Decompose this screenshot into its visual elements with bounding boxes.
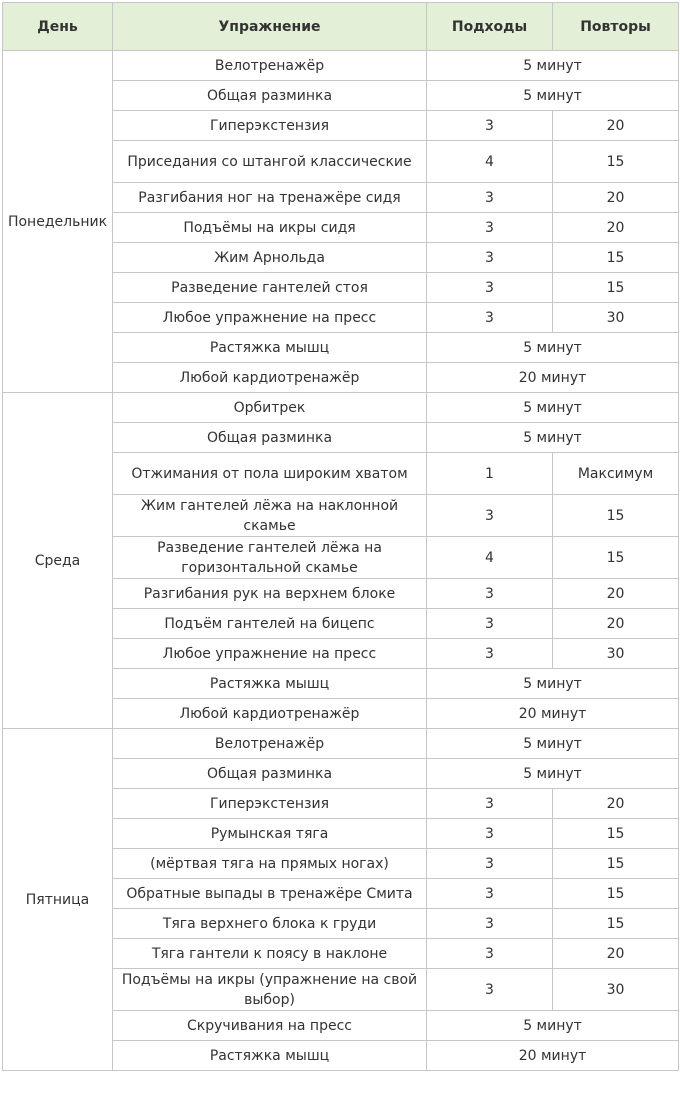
- exercise-cell: Жим гантелей лёжа на наклонной скамье: [113, 495, 427, 537]
- workout-table: [2, 2, 679, 1071]
- sets-cell: 3: [427, 819, 553, 849]
- exercise-cell: Скручивания на пресс: [113, 1011, 427, 1041]
- exercise-cell: Разгибания ног на тренажёре сидя: [113, 183, 427, 213]
- duration-cell: 20 минут: [427, 363, 679, 393]
- duration-cell: 5 минут: [427, 729, 679, 759]
- exercise-cell: Разведение гантелей стоя: [113, 273, 427, 303]
- sets-cell: 3: [427, 969, 553, 1011]
- sets-cell: 3: [427, 849, 553, 879]
- exercise-cell: Растяжка мышц: [113, 333, 427, 363]
- exercise-cell: Любой кардиотренажёр: [113, 699, 427, 729]
- duration-cell: 20 минут: [427, 699, 679, 729]
- reps-cell: 30: [553, 969, 679, 1011]
- table-body: [3, 51, 679, 1071]
- sets-cell: 3: [427, 303, 553, 333]
- sets-cell: 3: [427, 939, 553, 969]
- exercise-cell: (мёртвая тяга на прямых ногах): [113, 849, 427, 879]
- reps-cell: 15: [553, 495, 679, 537]
- exercise-cell: Отжимания от пола широким хватом: [113, 453, 427, 495]
- duration-cell: 5 минут: [427, 1011, 679, 1041]
- header-sets: Подходы: [427, 3, 553, 51]
- exercise-cell: Подъёмы на икры (упражнение на свой выбор): [113, 969, 427, 1011]
- exercise-cell: Любое упражнение на пресс: [113, 639, 427, 669]
- reps-cell: 15: [553, 819, 679, 849]
- header-row: [3, 3, 679, 51]
- exercise-cell: Тяга гантели к поясу в наклоне: [113, 939, 427, 969]
- day-cell: Пятница: [3, 729, 113, 1071]
- day-cell: Среда: [3, 393, 113, 729]
- reps-cell: 20: [553, 939, 679, 969]
- exercise-cell: Приседания со штангой классические: [113, 141, 427, 183]
- sets-cell: 3: [427, 111, 553, 141]
- reps-cell: 20: [553, 579, 679, 609]
- duration-cell: 5 минут: [427, 51, 679, 81]
- sets-cell: 3: [427, 243, 553, 273]
- duration-cell: 5 минут: [427, 393, 679, 423]
- sets-cell: 3: [427, 273, 553, 303]
- exercise-cell: Гиперэкстензия: [113, 789, 427, 819]
- sets-cell: 3: [427, 579, 553, 609]
- exercise-cell: Обратные выпады в тренажёре Смита: [113, 879, 427, 909]
- sets-cell: 1: [427, 453, 553, 495]
- duration-cell: 20 минут: [427, 1041, 679, 1071]
- table-row: [3, 51, 679, 81]
- sets-cell: 3: [427, 495, 553, 537]
- sets-cell: 3: [427, 183, 553, 213]
- exercise-cell: Велотренажёр: [113, 51, 427, 81]
- reps-cell: 20: [553, 213, 679, 243]
- exercise-cell: Орбитрек: [113, 393, 427, 423]
- reps-cell: 15: [553, 849, 679, 879]
- day-cell: Понедельник: [3, 51, 113, 393]
- header-reps: Повторы: [553, 3, 679, 51]
- header-day: День: [3, 3, 113, 51]
- exercise-cell: Разведение гантелей лёжа на горизонтальной скамье: [113, 537, 427, 579]
- exercise-cell: Подъёмы на икры сидя: [113, 213, 427, 243]
- exercise-cell: Разгибания рук на верхнем блоке: [113, 579, 427, 609]
- reps-cell: Максимум: [553, 453, 679, 495]
- exercise-cell: Любой кардиотренажёр: [113, 363, 427, 393]
- duration-cell: 5 минут: [427, 423, 679, 453]
- exercise-cell: Тяга верхнего блока к груди: [113, 909, 427, 939]
- sets-cell: 3: [427, 609, 553, 639]
- reps-cell: 30: [553, 639, 679, 669]
- exercise-cell: Велотренажёр: [113, 729, 427, 759]
- reps-cell: 20: [553, 789, 679, 819]
- exercise-cell: Румынская тяга: [113, 819, 427, 849]
- reps-cell: 15: [553, 141, 679, 183]
- duration-cell: 5 минут: [427, 81, 679, 111]
- reps-cell: 15: [553, 273, 679, 303]
- sets-cell: 3: [427, 909, 553, 939]
- sets-cell: 3: [427, 879, 553, 909]
- sets-cell: 3: [427, 639, 553, 669]
- sets-cell: 4: [427, 537, 553, 579]
- exercise-cell: Любое упражнение на пресс: [113, 303, 427, 333]
- exercise-cell: Гиперэкстензия: [113, 111, 427, 141]
- duration-cell: 5 минут: [427, 669, 679, 699]
- reps-cell: 15: [553, 537, 679, 579]
- reps-cell: 15: [553, 879, 679, 909]
- table-row: [3, 393, 679, 423]
- exercise-cell: Жим Арнольда: [113, 243, 427, 273]
- reps-cell: 30: [553, 303, 679, 333]
- reps-cell: 20: [553, 111, 679, 141]
- header-exercise: Упражнение: [113, 3, 427, 51]
- exercise-cell: Общая разминка: [113, 423, 427, 453]
- duration-cell: 5 минут: [427, 759, 679, 789]
- duration-cell: 5 минут: [427, 333, 679, 363]
- exercise-cell: Растяжка мышц: [113, 669, 427, 699]
- table-row: [3, 729, 679, 759]
- exercise-cell: Подъём гантелей на бицепс: [113, 609, 427, 639]
- sets-cell: 3: [427, 213, 553, 243]
- sets-cell: 3: [427, 789, 553, 819]
- reps-cell: 15: [553, 243, 679, 273]
- reps-cell: 20: [553, 609, 679, 639]
- sets-cell: 4: [427, 141, 553, 183]
- reps-cell: 15: [553, 909, 679, 939]
- reps-cell: 20: [553, 183, 679, 213]
- exercise-cell: Общая разминка: [113, 759, 427, 789]
- exercise-cell: Общая разминка: [113, 81, 427, 111]
- exercise-cell: Растяжка мышц: [113, 1041, 427, 1071]
